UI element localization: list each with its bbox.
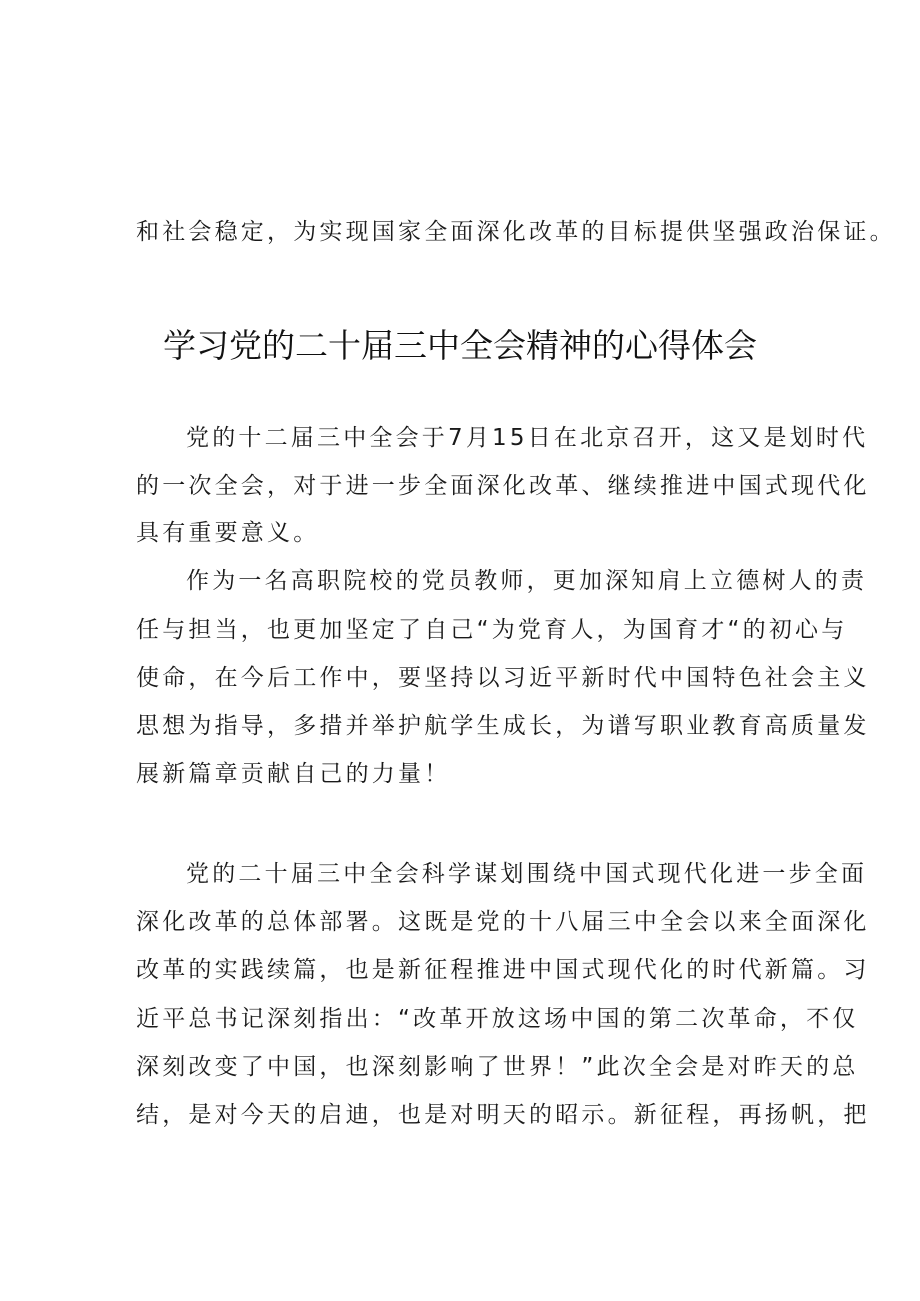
- document-title: 学习党的二十届三中全会精神的心得体会: [163, 326, 757, 365]
- paragraph-line: 近平总书记深刻指出：“改革开放这场中国的第二次革命，不仅: [136, 1006, 859, 1032]
- paragraph-line: 作为一名高职院校的党员教师，更加深知肩上立德树人的责: [186, 568, 868, 594]
- paragraph-line: 具有重要意义。: [136, 520, 320, 546]
- paragraph-line: 使命，在今后工作中，要坚持以习近平新时代中国特色社会主义: [136, 665, 870, 691]
- paragraph-line: 思想为指导，多措并举护航学生成长，为谱写职业教育高质量发: [136, 713, 870, 739]
- paragraph-line: 党的十二届三中全会于7月15日在北京召开，这又是划时代: [186, 425, 869, 451]
- paragraph-line: 党的二十届三中全会科学谋划围绕中国式现代化进一步全面: [186, 861, 868, 887]
- paragraph-line: 的一次全会，对于进一步全面深化改革、继续推进中国式现代化: [136, 473, 870, 499]
- paragraph-line: 任与担当，也更加坚定了自己“为党育人，为国育才“的初心与: [136, 617, 848, 643]
- continuation-line: 和社会稳定，为实现国家全面深化改革的目标提供坚强政治保证。: [136, 219, 896, 245]
- paragraph-line: 改革的实践续篇，也是新征程推进中国式现代化的时代新篇。习: [136, 957, 870, 983]
- paragraph-line: 深化改革的总体部署。这既是党的十八届三中全会以来全面深化: [136, 909, 870, 935]
- paragraph-line: 结，是对今天的启迪，也是对明天的昭示。新征程，再扬帆，把: [136, 1102, 870, 1128]
- paragraph-line: 展新篇章贡献自己的力量！: [136, 761, 451, 787]
- paragraph-line: 深刻改变了中国，也深刻影响了世界！”此次全会是对昨天的总: [136, 1054, 859, 1080]
